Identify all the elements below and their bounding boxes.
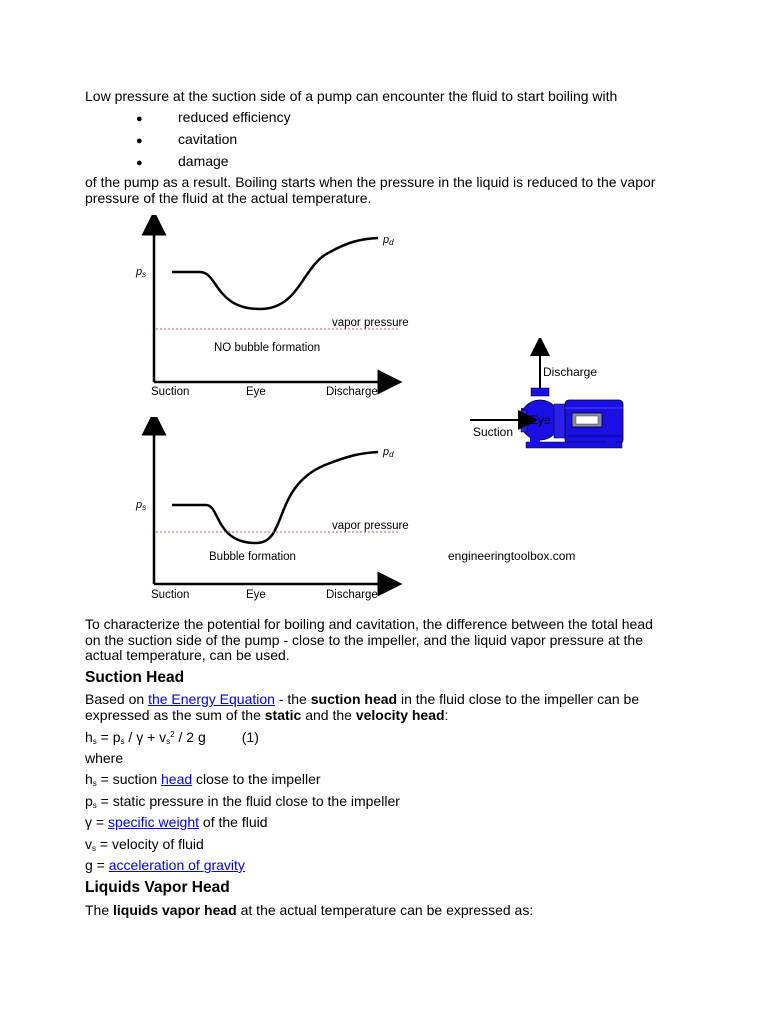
ps-label: ps — [136, 266, 147, 279]
paragraph-line: on the suction side of the pump - close to the impeller, and the liquid vapor pressure at the — [85, 632, 643, 648]
equation: $h_s = p_s / \gamma + v_s^2 / 2$ g (1) — [85, 729, 259, 746]
pressure-curve — [172, 238, 378, 309]
acceleration-of-gravity-link[interactable]: acceleration of gravity — [108, 857, 245, 873]
x-label-discharge: Discharge — [326, 386, 378, 398]
where-text: where — [85, 750, 124, 766]
region-label: Bubble formation — [209, 551, 296, 563]
pump-illustration — [466, 338, 626, 456]
intro-text: Low pressure at the suction side of a pump can encounter the fluid to start boiling with — [85, 88, 618, 104]
x-label-suction: Suction — [151, 386, 190, 398]
x-label-eye: Eye — [246, 386, 266, 398]
paragraph-line: actual temperature, can be used. — [85, 647, 290, 663]
vapor-pressure-label: vapor pressure — [332, 317, 409, 329]
list-item — [136, 109, 291, 127]
list-item — [136, 131, 237, 149]
def-g: g = acceleration of gravity — [85, 857, 245, 873]
head-link[interactable]: head — [161, 771, 193, 787]
suction-head-heading: Suction Head — [85, 669, 185, 686]
pressure-diagram-bubble — [120, 417, 410, 607]
def-gamma: γ = specific weight of the fluid — [85, 814, 268, 830]
x-label-eye: Eye — [246, 589, 266, 601]
list-item-text: cavitation — [178, 131, 238, 147]
watermark: engineeringtoolbox.com — [448, 549, 576, 563]
list-item-text: reduced efficiency — [178, 109, 291, 125]
equation-number: (1) — [241, 729, 259, 745]
suction-label: Suction — [473, 425, 514, 439]
def-p: $p_s$ = static pressure in the fluid close to the impeller — [85, 793, 400, 810]
list-item — [136, 153, 229, 171]
paragraph-line: of the pump as a result. Boiling starts when the pressure in the liquid is reduced to the vapor — [85, 174, 656, 190]
pd-label: pd — [383, 446, 394, 459]
paragraph-line: To characterize the potential for boiling and cavitation, the difference between the total head — [85, 616, 653, 632]
pressure-diagram-no-bubble — [120, 215, 410, 405]
pd-label: pd — [383, 234, 394, 247]
bullet-icon: ● — [136, 113, 143, 125]
based-line-1: Based on the Energy Equation - the suction head in the fluid close to the impeller can be — [85, 691, 640, 707]
paragraph-line: pressure of the fluid at the actual temperature. — [85, 190, 372, 206]
region-label: NO bubble formation — [214, 342, 321, 354]
list-item-text: damage — [178, 153, 229, 169]
x-label-suction: Suction — [151, 589, 190, 601]
def-h: $h_s$ = suction head close to the impeller — [85, 771, 321, 788]
vapor-pressure-label: vapor pressure — [332, 520, 409, 532]
discharge-label: Discharge — [543, 365, 598, 379]
eye-label: Eye — [530, 413, 551, 427]
energy-equation-link[interactable]: the Energy Equation — [148, 691, 275, 707]
ps-label: ps — [136, 499, 147, 512]
x-label-discharge: Discharge — [326, 589, 378, 601]
liquids-vapor-head-heading: Liquids Vapor Head — [85, 879, 230, 896]
def-v: $v_s$ = velocity of fluid — [85, 836, 204, 853]
last-line: The liquids vapor head at the actual temperature can be expressed as: — [85, 902, 534, 918]
bullet-icon: ● — [136, 157, 143, 169]
based-line-2: expressed as the sum of the static and the velocity head: — [85, 707, 449, 723]
bullet-icon: ● — [136, 135, 143, 147]
specific-weight-link[interactable]: specific weight — [107, 814, 200, 830]
